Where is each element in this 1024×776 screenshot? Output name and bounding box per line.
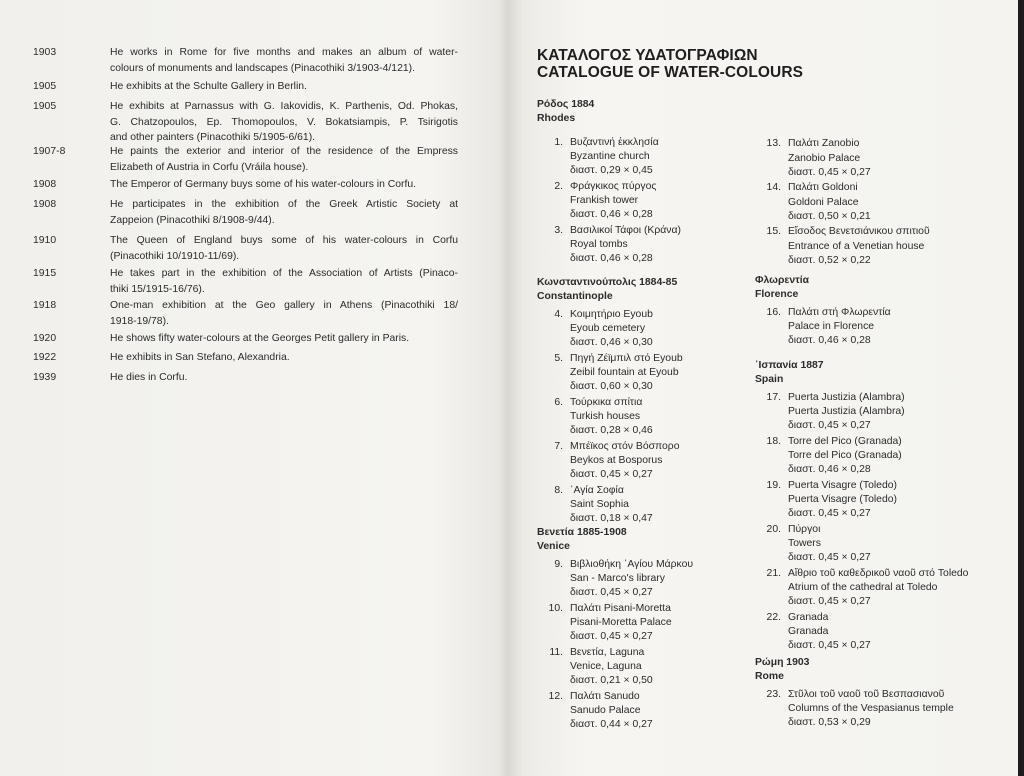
item-english: San - Marco's library <box>570 573 665 584</box>
item-dims: διαστ. 0,45 × 0,27 <box>570 587 653 599</box>
item-dims: διαστ. 0,46 × 0,28 <box>788 464 871 476</box>
item-dims: διαστ. 0,45 × 0,27 <box>788 640 871 652</box>
item-dims: διαστ. 0,28 × 0,46 <box>570 425 653 437</box>
scan-edge <box>1018 0 1024 776</box>
item-number: 23. <box>766 688 781 700</box>
item-english: Sanudo Palace <box>570 705 641 716</box>
item-number: 8. <box>554 484 563 496</box>
entry-text <box>110 177 458 193</box>
catalogue-item <box>537 484 683 527</box>
entry-text-line: G. Chatzopoulos, Ep. Thomopoulos, V. Bokatsiampis, P. Tsirigotis <box>110 116 458 128</box>
entry-text-line: 1918-19/78). <box>110 315 169 327</box>
item-greek: ῾Αγία Σοφία <box>570 484 624 496</box>
item-english: Turkish houses <box>570 411 641 422</box>
item-number: 7. <box>554 440 563 452</box>
item-dims: διαστ. 0,45 × 0,27 <box>788 166 871 178</box>
item-number: 15. <box>766 226 781 238</box>
catalogue-item <box>537 136 681 179</box>
item-dims: διαστ. 0,21 × 0,50 <box>570 675 653 687</box>
item-english: Entrance of a Venetian house <box>788 240 925 252</box>
item-greek: Τούρκικα σπίτια <box>570 396 643 408</box>
item-number: 14. <box>766 182 781 194</box>
item-english: Atrium of the cathedral at Toledo <box>788 582 938 593</box>
item-dims: διαστ. 0,18 × 0,47 <box>570 513 653 525</box>
catalogue-title-greek: ΚΑΤΑΛΟΓΟΣ ΥΔΑΤΟΓΡΑΦΙΩΝ <box>537 47 758 64</box>
item-english: Byzantine church <box>570 151 650 162</box>
entry-year: 1918 <box>33 300 57 311</box>
section-heading-greek: Ρόδος 1884 <box>537 99 595 110</box>
item-greek: Εἴσοδος Βενετσιάνικου σπιτιοῦ <box>788 226 930 238</box>
section-heading-english: Venice <box>537 541 570 553</box>
item-english: Palace in Florence <box>788 321 875 332</box>
entry-text-line: He participates in the exhibition of the Greek Artistic Society at <box>110 199 458 210</box>
entry-year: 1905 <box>33 101 57 112</box>
catalogue-section <box>755 656 954 730</box>
entry-year: 1908 <box>33 199 57 210</box>
entry-text <box>110 45 458 76</box>
item-greek: Puerta Justizia (Alambra) <box>788 391 905 403</box>
item-greek: Βενετία, Laguna <box>570 646 645 658</box>
catalogue-item <box>755 523 968 566</box>
entry-text <box>110 99 458 146</box>
item-greek: Παλάτι Zanobio <box>788 138 860 150</box>
catalogue-item <box>755 479 968 522</box>
entry-text-line: He exhibits at the Schulte Gallery in Berlin. <box>110 81 307 92</box>
item-greek: Granada <box>788 611 829 623</box>
entry-text-line: He exhibits in San Stefano, Alexandria. <box>110 352 290 363</box>
catalogue-section <box>755 359 968 653</box>
entry-text <box>110 370 458 386</box>
entry-text <box>110 233 458 264</box>
entry-text-line: (Pinacothiki 10/1910-11/69). <box>110 250 240 262</box>
item-english: Torre del Pico (Granada) <box>788 450 902 461</box>
item-english: Pisani-Moretta Palace <box>570 617 672 628</box>
item-dims: διαστ. 0,44 × 0,27 <box>570 719 653 731</box>
item-number: 3. <box>554 224 563 236</box>
entry-text-line: He paints the exterior and interior of the residence of the Empress <box>110 146 458 157</box>
catalogue-section <box>537 276 683 526</box>
entry-text-line: He shows fifty water-colours at the Georges Petit gallery in Paris. <box>110 333 410 344</box>
catalogue-item <box>537 352 683 395</box>
catalogue-item <box>537 224 681 267</box>
item-english: Zanobio Palace <box>788 152 861 164</box>
entry-year: 1907-8 <box>33 146 66 157</box>
catalogue-item <box>755 435 968 478</box>
catalogue-title <box>537 47 803 81</box>
entry-year: 1910 <box>33 235 57 246</box>
catalogue-item <box>537 646 693 689</box>
item-greek: Πηγή Ζέϊμπιλ στό Eyoub <box>570 352 683 364</box>
catalogue-item <box>755 181 930 224</box>
catalogue-item <box>537 396 683 439</box>
section-heading-greek: ῾Ισπανία 1887 <box>755 360 824 371</box>
item-number: 19. <box>766 479 781 491</box>
item-dims: διαστ. 0,46 × 0,28 <box>788 335 871 347</box>
item-dims: διαστ. 0,45 × 0,27 <box>570 469 653 481</box>
item-greek: Κοιμητήριο Eyoub <box>570 308 653 320</box>
item-dims: διαστ. 0,50 × 0,21 <box>788 210 871 222</box>
entry-text-line: and other painters (Pinacothiki 5/1905-6/61). <box>110 132 316 143</box>
catalogue-section <box>537 98 681 266</box>
catalogue-section <box>755 274 891 348</box>
item-dims: διαστ. 0,46 × 0,28 <box>570 253 653 265</box>
section-heading-english: Rhodes <box>537 113 576 125</box>
catalogue-item <box>537 308 683 351</box>
item-greek: Torre del Pico (Granada) <box>788 435 902 447</box>
entry-text <box>110 197 458 228</box>
entry-year: 1922 <box>33 352 57 363</box>
entry-text <box>110 266 458 297</box>
item-number: 12. <box>548 690 563 702</box>
item-dims: διαστ. 0,60 × 0,30 <box>570 381 653 393</box>
item-number: 16. <box>766 306 781 318</box>
entry-text-line: Elizabeth of Austria in Corfu (Vráila house). <box>110 161 309 173</box>
item-number: 6. <box>554 396 563 408</box>
item-dims: διαστ. 0,45 × 0,27 <box>570 631 653 643</box>
item-number: 21. <box>766 567 781 579</box>
item-greek: Φράγκικος πύργος <box>570 180 657 192</box>
item-number: 22. <box>766 611 781 623</box>
item-english: Towers <box>788 538 821 549</box>
catalogue-section <box>755 136 930 268</box>
entry-text-line: The Queen of England buys some of his water-colours in Corfu <box>110 235 458 246</box>
item-number: 18. <box>766 435 781 447</box>
item-greek: Πύργοι <box>788 523 821 535</box>
item-english: Beykos at Bosporus <box>570 455 663 466</box>
item-english: Granada <box>788 626 829 637</box>
item-number: 4. <box>554 308 563 320</box>
item-number: 10. <box>548 602 563 614</box>
item-dims: διαστ. 0,46 × 0,28 <box>570 209 653 221</box>
entry-text-line: He takes part in the exhibition of the Association of Artists (Pinaco- <box>110 268 458 279</box>
item-english: Goldoni Palace <box>788 196 859 208</box>
catalogue-item <box>537 602 693 645</box>
item-dims: διαστ. 0,29 × 0,45 <box>570 165 653 177</box>
catalogue-item <box>755 688 954 731</box>
item-number: 20. <box>766 523 781 535</box>
entry-year: 1939 <box>33 372 57 383</box>
entry-text-line: Zappeion (Pinacothiki 8/1908-9/44). <box>110 214 275 226</box>
section-heading-greek: Κωνσταντινούπολις 1884-85 <box>537 277 678 288</box>
catalogue-item <box>755 137 930 180</box>
section-heading-english: Spain <box>755 374 784 386</box>
entry-text-line: thiki 15/1915-16/76). <box>110 283 205 295</box>
catalogue-item <box>755 567 968 610</box>
item-dims: διαστ. 0,53 × 0,29 <box>788 717 871 729</box>
catalogue-item <box>755 611 968 654</box>
section-heading-greek: Ρώμη 1903 <box>755 657 810 668</box>
section-heading-greek: Βενετία 1885-1908 <box>537 527 627 538</box>
item-english: Venice, Laguna <box>570 661 642 672</box>
entry-year: 1903 <box>33 47 57 58</box>
entry-text <box>110 298 458 329</box>
item-english: Zeibil fountain at Eyoub <box>570 367 679 378</box>
section-heading-greek: Φλωρεντία <box>755 275 810 286</box>
item-greek: Παλάτι Goldoni <box>788 182 858 194</box>
entry-text-line: colours of monuments and landscapes (Pinacothiki 3/1903-4/121). <box>110 62 415 74</box>
item-number: 2. <box>554 180 563 192</box>
item-greek: Μπέϊκος στόν Βόσπορο <box>570 440 680 452</box>
item-greek: Παλάτι Sanudo <box>570 690 640 702</box>
item-number: 9. <box>554 558 563 570</box>
item-number: 5. <box>554 352 563 364</box>
item-greek: Παλάτι στή Φλωρεντία <box>788 306 891 318</box>
entry-text <box>110 79 458 95</box>
entry-year: 1920 <box>33 333 57 344</box>
catalogue-item <box>755 225 930 268</box>
item-greek: Βιβλιοθήκη ῾Αγίου Μάρκου <box>570 558 694 570</box>
entry-text-line: One-man exhibition at the Geo gallery in Athens (Pinacothiki 18/ <box>110 300 458 311</box>
item-greek: Αἴθριο τοῦ καθεδρικοῦ ναοῦ στό Toledo <box>788 567 969 579</box>
entry-text-line: He works in Rome for five months and makes an album of water- <box>110 47 458 58</box>
item-english: Eyoub cemetery <box>570 323 646 334</box>
entry-text-line: The Emperor of Germany buys some of his water-colours in Corfu. <box>110 179 417 190</box>
entry-text-line: He dies in Corfu. <box>110 372 188 383</box>
catalogue-item <box>537 180 681 223</box>
entry-year: 1915 <box>33 268 57 279</box>
item-number: 13. <box>766 138 781 150</box>
item-english: Saint Sophia <box>570 499 629 510</box>
entry-text <box>110 350 458 366</box>
item-english: Columns of the Vespasianus temple <box>788 703 954 714</box>
section-heading-english: Constantinople <box>537 291 613 303</box>
item-greek: Παλάτι Pisani-Moretta <box>570 602 671 614</box>
section-heading-english: Rome <box>755 671 784 683</box>
item-number: 1. <box>554 136 563 148</box>
item-number: 11. <box>549 646 563 658</box>
item-greek: Βυζαντινή ἐκκλησία <box>570 136 659 148</box>
item-english: Puerta Visagre (Toledo) <box>788 494 897 505</box>
entry-text <box>110 331 458 347</box>
item-greek: Βασιλικοί Τάφοι (Κράνα) <box>570 224 681 236</box>
item-dims: διαστ. 0,45 × 0,27 <box>788 596 871 608</box>
catalogue-item <box>537 440 683 483</box>
item-greek: Στῦλοι τοῦ ναοῦ τοῦ Βεσπασιανοῦ <box>788 688 945 700</box>
item-english: Puerta Justizia (Alambra) <box>788 406 905 417</box>
entry-year: 1905 <box>33 81 57 92</box>
catalogue-title-english: CATALOGUE OF WATER-COLOURS <box>537 64 804 81</box>
catalogue-item <box>537 690 693 733</box>
catalogue-item <box>755 306 891 349</box>
entry-text <box>110 144 458 175</box>
item-dims: διαστ. 0,46 × 0,30 <box>570 337 653 349</box>
entry-year: 1908 <box>33 179 57 190</box>
item-dims: διαστ. 0,45 × 0,27 <box>788 552 871 564</box>
entry-text-line: He exhibits at Parnassus with G. Iakovidis, K. Parthenis, Od. Phokas, <box>110 101 458 112</box>
catalogue-item <box>537 558 693 601</box>
item-greek: Puerta Visagre (Toledo) <box>788 479 897 491</box>
item-english: Royal tombs <box>570 239 628 250</box>
item-dims: διαστ. 0,45 × 0,27 <box>788 420 871 432</box>
catalogue-item <box>755 391 968 434</box>
catalogue-section <box>537 526 693 732</box>
item-dims: διαστ. 0,52 × 0,22 <box>788 254 871 266</box>
item-number: 17. <box>766 391 781 403</box>
section-heading-english: Florence <box>755 289 799 301</box>
item-dims: διαστ. 0,45 × 0,27 <box>788 508 871 520</box>
item-english: Frankish tower <box>570 195 639 206</box>
